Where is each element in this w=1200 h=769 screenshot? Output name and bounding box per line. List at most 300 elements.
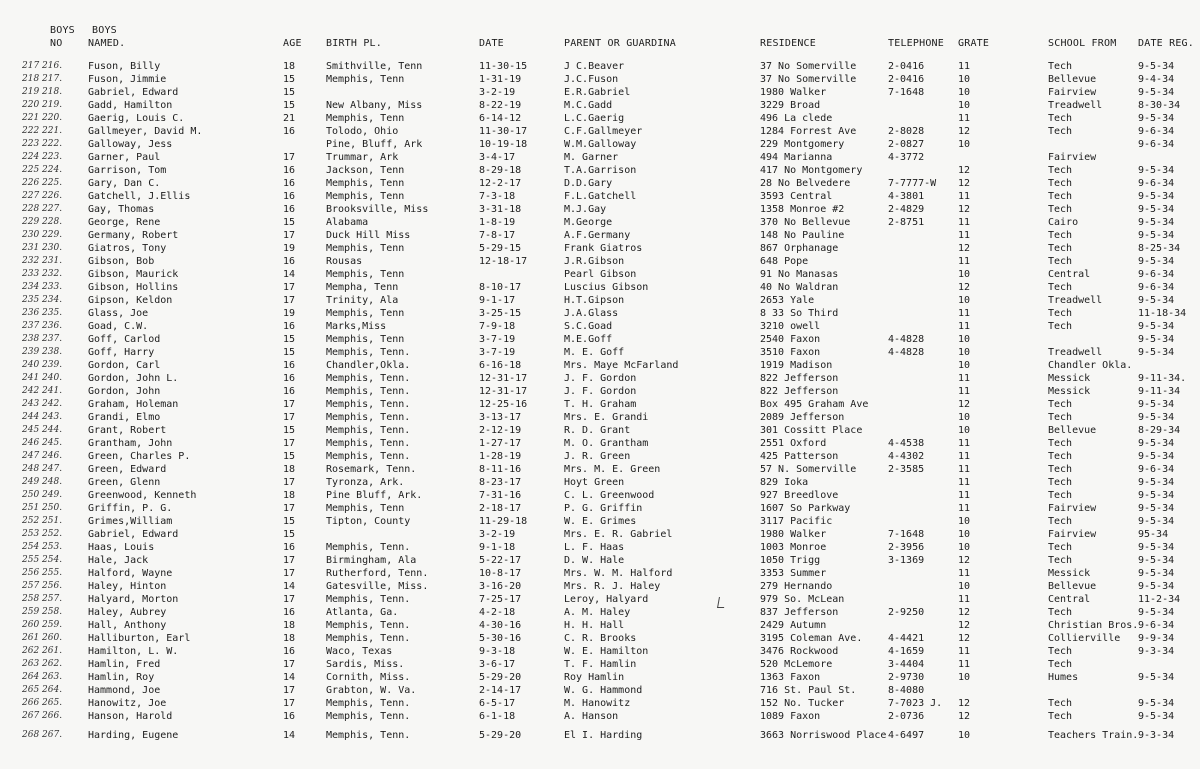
cell-birth-date: 6-14-12 (479, 113, 522, 124)
cell-age: 17 (283, 659, 296, 670)
cell-grade: 10 (958, 74, 971, 85)
cell-date-registered: 9-11-34 (1138, 386, 1181, 397)
cell-birth-date: 5-30-16 (479, 633, 522, 644)
table-row (0, 398, 1200, 411)
cell-residence: 3593 Central (760, 191, 833, 202)
cell-telephone: 4-4828 (888, 347, 925, 358)
cell-age: 15 (283, 529, 296, 540)
cell-birth-date: 8-23-17 (479, 477, 522, 488)
cell-birth-place: Trummar, Ark (326, 152, 399, 163)
cell-row-number: 224 223. (22, 152, 63, 162)
cell-age: 16 (283, 126, 296, 137)
cell-school-from: Treadwell (1048, 295, 1103, 306)
cell-student-name: Grandi, Elmo (88, 412, 161, 423)
cell-residence: 8 33 So Third (760, 308, 839, 319)
cell-grade: 11 (958, 230, 971, 241)
cell-birth-date: 5-29-15 (479, 243, 522, 254)
cell-grade: 12 (958, 282, 971, 293)
cell-birth-date: 9-1-18 (479, 542, 516, 553)
cell-parent-name: T. H. Graham (564, 399, 637, 410)
cell-birth-place: Trinity, Ala (326, 295, 399, 306)
cell-grade: 10 (958, 425, 971, 436)
cell-parent-name: F.L.Gatchell (564, 191, 637, 202)
cell-student-name: Gallmeyer, David M. (88, 126, 203, 137)
cell-birth-place: Memphis, Tenn (326, 191, 405, 202)
cell-birth-date: 1-27-17 (479, 438, 522, 449)
cell-school-from: Tech (1048, 659, 1073, 670)
cell-parent-name: H.T.Gipson (564, 295, 625, 306)
cell-parent-name: W. E. Grimes (564, 516, 637, 527)
cell-birth-date: 6-16-18 (479, 360, 522, 371)
cell-school-from: Tech (1048, 399, 1073, 410)
cell-student-name: Gay, Thomas (88, 204, 155, 215)
cell-birth-place: Marks,Miss (326, 321, 387, 332)
cell-school-from: Tech (1048, 256, 1073, 267)
cell-date-registered: 9-5-34 (1138, 204, 1175, 215)
cell-row-number: 231 230. (22, 243, 63, 253)
cell-date-registered: 9-4-34 (1138, 74, 1175, 85)
cell-grade: 11 (958, 659, 971, 670)
cell-grade: 11 (958, 464, 971, 475)
cell-residence: 2551 Oxford (760, 438, 827, 449)
cell-date-registered: 11-2-34 (1138, 594, 1181, 605)
cell-school-from: Collierville (1048, 633, 1121, 644)
cell-date-registered: 9-5-34 (1138, 321, 1175, 332)
table-row (0, 294, 1200, 307)
cell-date-registered: 8-30-34 (1138, 100, 1181, 111)
cell-parent-name: R. D. Grant (564, 425, 631, 436)
cell-residence: 28 No Belvedere (760, 178, 851, 189)
cell-birth-date: 3-2-19 (479, 529, 516, 540)
cell-residence: 837 Jefferson (760, 607, 839, 618)
cell-parent-name: M.C.Gadd (564, 100, 613, 111)
cell-school-from: Central (1048, 594, 1091, 605)
cell-date-registered: 9-5-34 (1138, 490, 1175, 501)
header-boys-top: BOYS (50, 25, 75, 36)
cell-student-name: Gordon, John L. (88, 373, 179, 384)
cell-residence: Box 495 Graham Ave (760, 399, 869, 410)
cell-residence: 2540 Faxon (760, 334, 821, 345)
cell-date-registered: 9-6-34 (1138, 139, 1175, 150)
cell-school-from: Tech (1048, 698, 1073, 709)
cell-date-registered: 9-5-34 (1138, 113, 1175, 124)
cell-grade: 11 (958, 477, 971, 488)
cell-grade: 10 (958, 295, 971, 306)
cell-birth-date: 3-7-19 (479, 334, 516, 345)
cell-parent-name: M. E. Goff (564, 347, 625, 358)
cell-school-from: Cairo (1048, 217, 1079, 228)
cell-residence: 1980 Walker (760, 87, 827, 98)
cell-student-name: Haley, Aubrey (88, 607, 167, 618)
table-row (0, 619, 1200, 632)
cell-birth-date: 1-8-19 (479, 217, 516, 228)
table-row (0, 567, 1200, 580)
cell-date-registered: 9-5-34 (1138, 165, 1175, 176)
cell-telephone: 3-1369 (888, 555, 925, 566)
cell-row-number: 252 251. (22, 516, 63, 526)
cell-date-registered: 9-5-34 (1138, 451, 1175, 462)
cell-row-number: 245 244. (22, 425, 63, 435)
cell-school-from: Tech (1048, 516, 1073, 527)
cell-birth-date: 8-11-16 (479, 464, 522, 475)
table-row (0, 333, 1200, 346)
cell-row-number: 226 225. (22, 178, 63, 188)
cell-student-name: Garrison, Tom (88, 165, 167, 176)
cell-student-name: Harding, Eugene (88, 730, 179, 741)
cell-parent-name: Mrs. W. M. Halford (564, 568, 673, 579)
cell-student-name: Haley, Hinton (88, 581, 167, 592)
cell-student-name: Germany, Robert (88, 230, 179, 241)
cell-birth-date: 7-3-18 (479, 191, 516, 202)
cell-date-registered: 9-6-34 (1138, 178, 1175, 189)
cell-student-name: Goff, Carlod (88, 334, 161, 345)
cell-date-registered: 9-6-34 (1138, 282, 1175, 293)
cell-student-name: Gibson, Bob (88, 256, 155, 267)
table-row (0, 385, 1200, 398)
cell-birth-date: 5-29-20 (479, 730, 522, 741)
cell-parent-name: M.E.Goff (564, 334, 613, 345)
cell-row-number: 242 241. (22, 386, 63, 396)
cell-age: 15 (283, 100, 296, 111)
cell-residence: 3117 Pacific (760, 516, 833, 527)
cell-parent-name: Mrs. E. Grandi (564, 412, 649, 423)
cell-student-name: Grant, Robert (88, 425, 167, 436)
cell-row-number: 246 245. (22, 438, 63, 448)
cell-student-name: Fuson, Jimmie (88, 74, 167, 85)
cell-school-from: Tech (1048, 438, 1073, 449)
cell-school-from: Tech (1048, 555, 1073, 566)
cell-date-registered: 9-6-34 (1138, 269, 1175, 280)
cell-grade: 10 (958, 581, 971, 592)
cell-grade: 10 (958, 360, 971, 371)
cell-residence: 3476 Rockwood (760, 646, 839, 657)
cell-row-number: 238 237. (22, 334, 63, 344)
cell-row-number: 258 257. (22, 594, 63, 604)
cell-residence: 2429 Autumn (760, 620, 827, 631)
cell-telephone: 2-4829 (888, 204, 925, 215)
cell-telephone: 4-3772 (888, 152, 925, 163)
cell-student-name: Gabriel, Edward (88, 87, 179, 98)
cell-school-from: Messick (1048, 386, 1091, 397)
cell-school-from: Tech (1048, 191, 1073, 202)
cell-age: 15 (283, 425, 296, 436)
cell-student-name: Grimes,William (88, 516, 173, 527)
cell-date-registered: 95-34 (1138, 529, 1169, 540)
cell-birth-date: 2-18-17 (479, 503, 522, 514)
table-row (0, 99, 1200, 112)
cell-age: 16 (283, 360, 296, 371)
cell-age: 16 (283, 191, 296, 202)
cell-grade: 12 (958, 633, 971, 644)
header-birth-place: BIRTH PL. (326, 38, 382, 49)
table-row (0, 307, 1200, 320)
cell-birth-place: Memphis, Tenn. (326, 386, 411, 397)
cell-grade: 10 (958, 139, 971, 150)
cell-student-name: Gadd, Hamilton (88, 100, 173, 111)
cell-grade: 11 (958, 373, 971, 384)
cell-date-registered: 9-5-34 (1138, 295, 1175, 306)
cell-birth-place: Memphis, Tenn (326, 269, 405, 280)
cell-student-name: Glass, Joe (88, 308, 149, 319)
cell-row-number: 263 262. (22, 659, 63, 669)
cell-birth-date: 12-31-17 (479, 386, 528, 397)
cell-parent-name: Frank Giatros (564, 243, 643, 254)
table-row (0, 671, 1200, 684)
cell-birth-place: Memphis, Tenn. (326, 698, 411, 709)
cell-birth-place: Memphis, Tenn. (326, 412, 411, 423)
cell-parent-name: Mrs. R. J. Haley (564, 581, 661, 592)
table-row (0, 424, 1200, 437)
cell-birth-date: 9-1-17 (479, 295, 516, 306)
cell-age: 16 (283, 256, 296, 267)
cell-grade: 11 (958, 113, 971, 124)
cell-date-registered: 9-5-34 (1138, 230, 1175, 241)
cell-school-from: Tech (1048, 230, 1073, 241)
cell-birth-date: 12-2-17 (479, 178, 522, 189)
cell-telephone: 7-7023 J. (888, 698, 943, 709)
cell-age: 15 (283, 87, 296, 98)
cell-grade: 11 (958, 503, 971, 514)
cell-age: 18 (283, 464, 296, 475)
table-row (0, 138, 1200, 151)
cell-student-name: Gordon, Carl (88, 360, 161, 371)
cell-age: 15 (283, 516, 296, 527)
cell-grade: 12 (958, 399, 971, 410)
cell-school-from: Tech (1048, 412, 1073, 423)
cell-residence: 301 Cossitt Place (760, 425, 863, 436)
cell-age: 17 (283, 568, 296, 579)
cell-age: 15 (283, 334, 296, 345)
cell-grade: 11 (958, 61, 971, 72)
cell-parent-name: C. R. Brooks (564, 633, 637, 644)
header-school-from: SCHOOL FROM (1048, 38, 1117, 49)
cell-row-number: 248 247. (22, 464, 63, 474)
cell-birth-place: Tolodo, Ohio (326, 126, 399, 137)
cell-row-number: 223 222. (22, 139, 63, 149)
cell-grade: 11 (958, 321, 971, 332)
cell-age: 17 (283, 152, 296, 163)
cell-row-number: 247 246. (22, 451, 63, 461)
cell-residence: 1358 Monroe #2 (760, 204, 845, 215)
cell-row-number: 266 265. (22, 698, 63, 708)
cell-row-number: 260 259. (22, 620, 63, 630)
cell-grade: 12 (958, 178, 971, 189)
cell-age: 17 (283, 230, 296, 241)
cell-school-from: Tech (1048, 126, 1073, 137)
cell-school-from: Teachers Train. (1048, 730, 1139, 741)
cell-student-name: Graham, Holeman (88, 399, 179, 410)
cell-school-from: Tech (1048, 646, 1073, 657)
cell-birth-date: 3-2-19 (479, 87, 516, 98)
cell-birth-date: 11-30-17 (479, 126, 528, 137)
cell-student-name: Halliburton, Earl (88, 633, 191, 644)
table-row (0, 632, 1200, 645)
cell-grade: 10 (958, 516, 971, 527)
cell-grade: 12 (958, 620, 971, 631)
cell-age: 16 (283, 386, 296, 397)
cell-date-registered: 9-5-34 (1138, 61, 1175, 72)
cell-grade: 10 (958, 87, 971, 98)
cell-age: 15 (283, 451, 296, 462)
cell-grade: 11 (958, 256, 971, 267)
cell-residence: 867 Orphanage (760, 243, 839, 254)
cell-row-number: 233 232. (22, 269, 63, 279)
cell-residence: 279 Hernando (760, 581, 833, 592)
cell-birth-date: 12-18-17 (479, 256, 528, 267)
table-row (0, 729, 1200, 742)
cell-student-name: Gipson, Keldon (88, 295, 173, 306)
cell-date-registered: 9-5-34 (1138, 698, 1175, 709)
table-row (0, 346, 1200, 359)
cell-birth-date: 3-25-15 (479, 308, 522, 319)
cell-parent-name: A. Hanson (564, 711, 619, 722)
table-row (0, 73, 1200, 86)
cell-school-from: Fairview (1048, 503, 1097, 514)
table-row (0, 255, 1200, 268)
cell-row-number: 232 231. (22, 256, 63, 266)
cell-birth-place: Tipton, County (326, 516, 411, 527)
cell-student-name: Gatchell, J.Ellis (88, 191, 191, 202)
cell-date-registered: 9-5-34 (1138, 607, 1175, 618)
cell-parent-name: El I. Harding (564, 730, 643, 741)
cell-age: 17 (283, 503, 296, 514)
cell-grade: 10 (958, 529, 971, 540)
cell-birth-date: 5-29-20 (479, 672, 522, 683)
cell-birth-place: Memphis, Tenn. (326, 620, 411, 631)
cell-row-number: 262 261. (22, 646, 63, 656)
cell-date-registered: 9-3-34 (1138, 730, 1175, 741)
cell-residence: 1089 Faxon (760, 711, 821, 722)
cell-telephone: 7-1648 (888, 87, 925, 98)
cell-telephone: 2-3956 (888, 542, 925, 553)
cell-school-from: Tech (1048, 477, 1073, 488)
cell-birth-place: Atlanta, Ga. (326, 607, 399, 618)
cell-student-name: Hamilton, L. W. (88, 646, 179, 657)
cell-age: 18 (283, 490, 296, 501)
cell-birth-place: Memphis, Tenn. (326, 711, 411, 722)
cell-parent-name: Roy Hamlin (564, 672, 625, 683)
header-telephone: TELEPHONE (888, 38, 944, 49)
cell-birth-date: 7-25-17 (479, 594, 522, 605)
cell-birth-place: Memphis, Tenn (326, 334, 405, 345)
cell-birth-place: New Albany, Miss (326, 100, 423, 111)
cell-student-name: Gabriel, Edward (88, 529, 179, 540)
cell-row-number: 240 239. (22, 360, 63, 370)
table-row (0, 541, 1200, 554)
cell-parent-name: L.C.Gaerig (564, 113, 625, 124)
cell-student-name: Fuson, Billy (88, 61, 161, 72)
cell-age: 16 (283, 204, 296, 215)
cell-age: 18 (283, 61, 296, 72)
cell-parent-name: Luscius Gibson (564, 282, 649, 293)
cell-row-number: 217 216. (22, 61, 63, 71)
cell-row-number: 253 252. (22, 529, 63, 539)
cell-grade: 12 (958, 165, 971, 176)
cell-date-registered: 9-5-34 (1138, 568, 1175, 579)
table-row (0, 437, 1200, 450)
cell-birth-place: Memphis, Tenn (326, 503, 405, 514)
cell-school-from: Tech (1048, 321, 1073, 332)
cell-birth-place: Memphis, Tenn. (326, 594, 411, 605)
cell-age: 17 (283, 555, 296, 566)
cell-birth-place: Sardis, Miss. (326, 659, 405, 670)
cell-parent-name: J C.Beaver (564, 61, 625, 72)
cell-residence: 370 No Bellevue (760, 217, 851, 228)
cell-parent-name: M. Garner (564, 152, 619, 163)
cell-age: 17 (283, 594, 296, 605)
cell-age: 16 (283, 178, 296, 189)
cell-residence: 37 No Somerville (760, 61, 857, 72)
cell-age: 17 (283, 399, 296, 410)
cell-birth-place: Memphis, Tenn. (326, 451, 411, 462)
cell-date-registered: 9-6-34 (1138, 126, 1175, 137)
cell-row-number: 235 234. (22, 295, 63, 305)
table-row (0, 372, 1200, 385)
cell-age: 17 (283, 282, 296, 293)
cell-parent-name: Mrs. Maye McFarland (564, 360, 679, 371)
cell-age: 21 (283, 113, 296, 124)
cell-age: 17 (283, 438, 296, 449)
cell-row-number: 259 258. (22, 607, 63, 617)
cell-birth-place: Tyronza, Ark. (326, 477, 405, 488)
cell-school-from: Tech (1048, 464, 1073, 475)
cell-residence: 40 No Waldran (760, 282, 839, 293)
table-row (0, 710, 1200, 723)
cell-date-registered: 9-5-34 (1138, 477, 1175, 488)
cell-birth-date: 3-16-20 (479, 581, 522, 592)
cell-age: 16 (283, 321, 296, 332)
cell-grade: 10 (958, 347, 971, 358)
cell-school-from: Tech (1048, 61, 1073, 72)
cell-residence: 425 Patterson (760, 451, 839, 462)
cell-student-name: Gary, Dan C. (88, 178, 161, 189)
cell-grade: 12 (958, 555, 971, 566)
cell-parent-name: W.M.Galloway (564, 139, 637, 150)
cell-residence: 494 Marianna (760, 152, 833, 163)
cell-date-registered: 9-5-34 (1138, 399, 1175, 410)
cell-parent-name: Leroy, Halyard (564, 594, 649, 605)
cell-telephone: 4-4538 (888, 438, 925, 449)
cell-date-registered: 9-5-34 (1138, 412, 1175, 423)
cell-row-number: 267 266. (22, 711, 63, 721)
cell-parent-name: T. F. Hamlin (564, 659, 637, 670)
cell-row-number: 230 229. (22, 230, 63, 240)
cell-date-registered: 9-9-34 (1138, 633, 1175, 644)
cell-date-registered: 9-5-34 (1138, 438, 1175, 449)
cell-age: 16 (283, 165, 296, 176)
cell-row-number: 234 233. (22, 282, 63, 292)
cell-grade: 11 (958, 490, 971, 501)
header-named: NAMED. (88, 38, 126, 49)
cell-date-registered: 9-6-34 (1138, 464, 1175, 475)
cell-school-from: Fairview (1048, 152, 1097, 163)
cell-student-name: Hale, Jack (88, 555, 149, 566)
cell-age: 16 (283, 711, 296, 722)
cell-age: 14 (283, 672, 296, 683)
cell-grade: 10 (958, 730, 971, 741)
cell-date-registered: 9-5-34 (1138, 87, 1175, 98)
cell-residence: 148 No Pauline (760, 230, 845, 241)
cell-school-from: Messick (1048, 568, 1091, 579)
cell-school-from: Central (1048, 269, 1091, 280)
cell-row-number: 251 250. (22, 503, 63, 513)
table-row (0, 463, 1200, 476)
cell-parent-name: Pearl Gibson (564, 269, 637, 280)
cell-student-name: Garner, Paul (88, 152, 161, 163)
table-row (0, 606, 1200, 619)
cell-school-from: Tech (1048, 607, 1073, 618)
cell-birth-date: 2-12-19 (479, 425, 522, 436)
